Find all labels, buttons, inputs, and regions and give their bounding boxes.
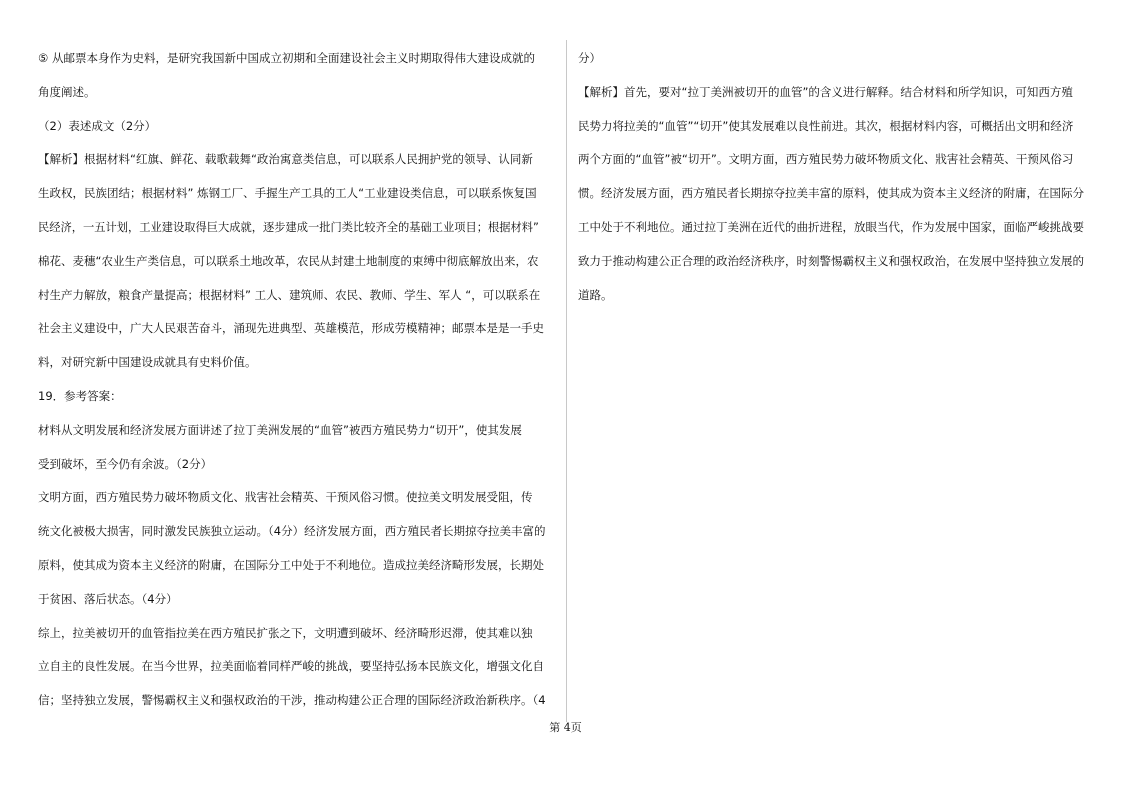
text-line: 惯。经济发展方面，西方殖民者长期掠夺拉美丰富的原料，使其成为资本主义经济的附庸，在国际分 bbox=[578, 186, 1084, 201]
right-column bbox=[578, 42, 1088, 312]
text-line: 民势力将拉美的“血管”“切开”使其发展难以良性前进。其次，根据材料内容，可概括出文明和经济 bbox=[578, 118, 1074, 133]
text-line: 【解析】首先，要对“拉丁美洲被切开的血管”的含义进行解释。结合材料和所学知识，可知西方殖 bbox=[578, 84, 1073, 99]
text-line: 生政权，民族团结；根据材料” 炼钢工厂、手握生产工具的工人“工业建设类信息，可以联系恢复国 bbox=[38, 186, 537, 201]
column-divider bbox=[566, 40, 567, 722]
text-line: 棉花、麦穗“农业生产类信息，可以联系土地改革，农民从封建土地制度的束缚中彻底解放出来，农 bbox=[38, 253, 539, 268]
text-line: 原料，使其成为资本主义经济的附庸，在国际分工中处于不利地位。造成拉美经济畸形发展，长期处 bbox=[38, 557, 544, 572]
text-line: 致力于推动构建公正合理的政治经济秩序，时刻警惕霸权主义和强权政治，在发展中坚持独立发展的 bbox=[578, 253, 1084, 268]
text-line: 角度阐述。 bbox=[38, 84, 96, 99]
text-line: 统文化被极大损害，同时激发民族独立运动。（4分）经济发展方面，西方殖民者长期掠夺拉美丰富的 bbox=[38, 524, 546, 539]
text-line: 【解析】根据材料“红旗、鲜花、载歌载舞“政治寓意类信息，可以联系人民拥护党的领导、认同新 bbox=[38, 152, 533, 167]
text-line: 综上，拉美被切开的血管指拉美在西方殖民扩张之下，文明遭到破坏、经济畸形迟滞，使其难以独 bbox=[38, 625, 533, 640]
text-line: 分） bbox=[578, 51, 601, 65]
text-line: 道路。 bbox=[578, 287, 613, 302]
text-line: ⑤ 从邮票本身作为史料，是研究我国新中国成立初期和全面建设社会主义时期取得伟大建设成就的 bbox=[38, 51, 535, 65]
text-line: 两个方面的“血管”被“切开”。文明方面，西方殖民势力破坏物质文化、戕害社会精英、干预风俗习 bbox=[578, 152, 1074, 167]
text-line: （2）表述成文（2分） bbox=[38, 118, 157, 133]
text-line: 于贫困、落后状态。（4分） bbox=[38, 591, 178, 606]
text-line: 材料从文明发展和经济发展方面讲述了拉丁美洲发展的“血管”被西方殖民势力“切开”，使其发展 bbox=[38, 422, 522, 437]
text-line: 立自主的良性发展。在当今世界，拉美面临着同样严峻的挑战，要坚持弘扬本民族文化，增强文化自 bbox=[38, 659, 544, 674]
text-line: 村生产力解放，粮食产量提高；根据材料” 工人、建筑师、农民、教师、学生、军人 “，可以联系在 bbox=[38, 287, 541, 302]
text-line: 信；坚持独立发展，警惕霸权主义和强权政治的干涉，推动构建公正合理的国际经济政治新秩序。（4 bbox=[38, 693, 546, 708]
text-line: 社会主义建设中，广大人民艰苦奋斗，涌现先进典型、英雄模范，形成劳模精神；邮票本是是一手史 bbox=[38, 321, 544, 336]
text-line: 民经济，一五计划，工业建设取得巨大成就，逐步建成一批门类比较齐全的基础工业项目；根据材料” bbox=[38, 220, 539, 234]
text-line: 料，对研究新中国建设成就具有史料价值。 bbox=[38, 355, 257, 370]
text-line: 受到破坏，至今仍有余波。（2分） bbox=[38, 456, 213, 471]
page-number: 第 4页 bbox=[549, 721, 582, 734]
text-line: 19．参考答案： bbox=[38, 388, 122, 403]
text-line: 文明方面，西方殖民势力破坏物质文化、戕害社会精英、干预风俗习惯。使拉美文明发展受阻，传 bbox=[38, 490, 533, 505]
left-column bbox=[38, 42, 546, 718]
text-line: 工中处于不利地位。通过拉丁美洲在近代的曲折进程，放眼当代，作为发展中国家，面临严峻挑战要 bbox=[578, 219, 1084, 234]
